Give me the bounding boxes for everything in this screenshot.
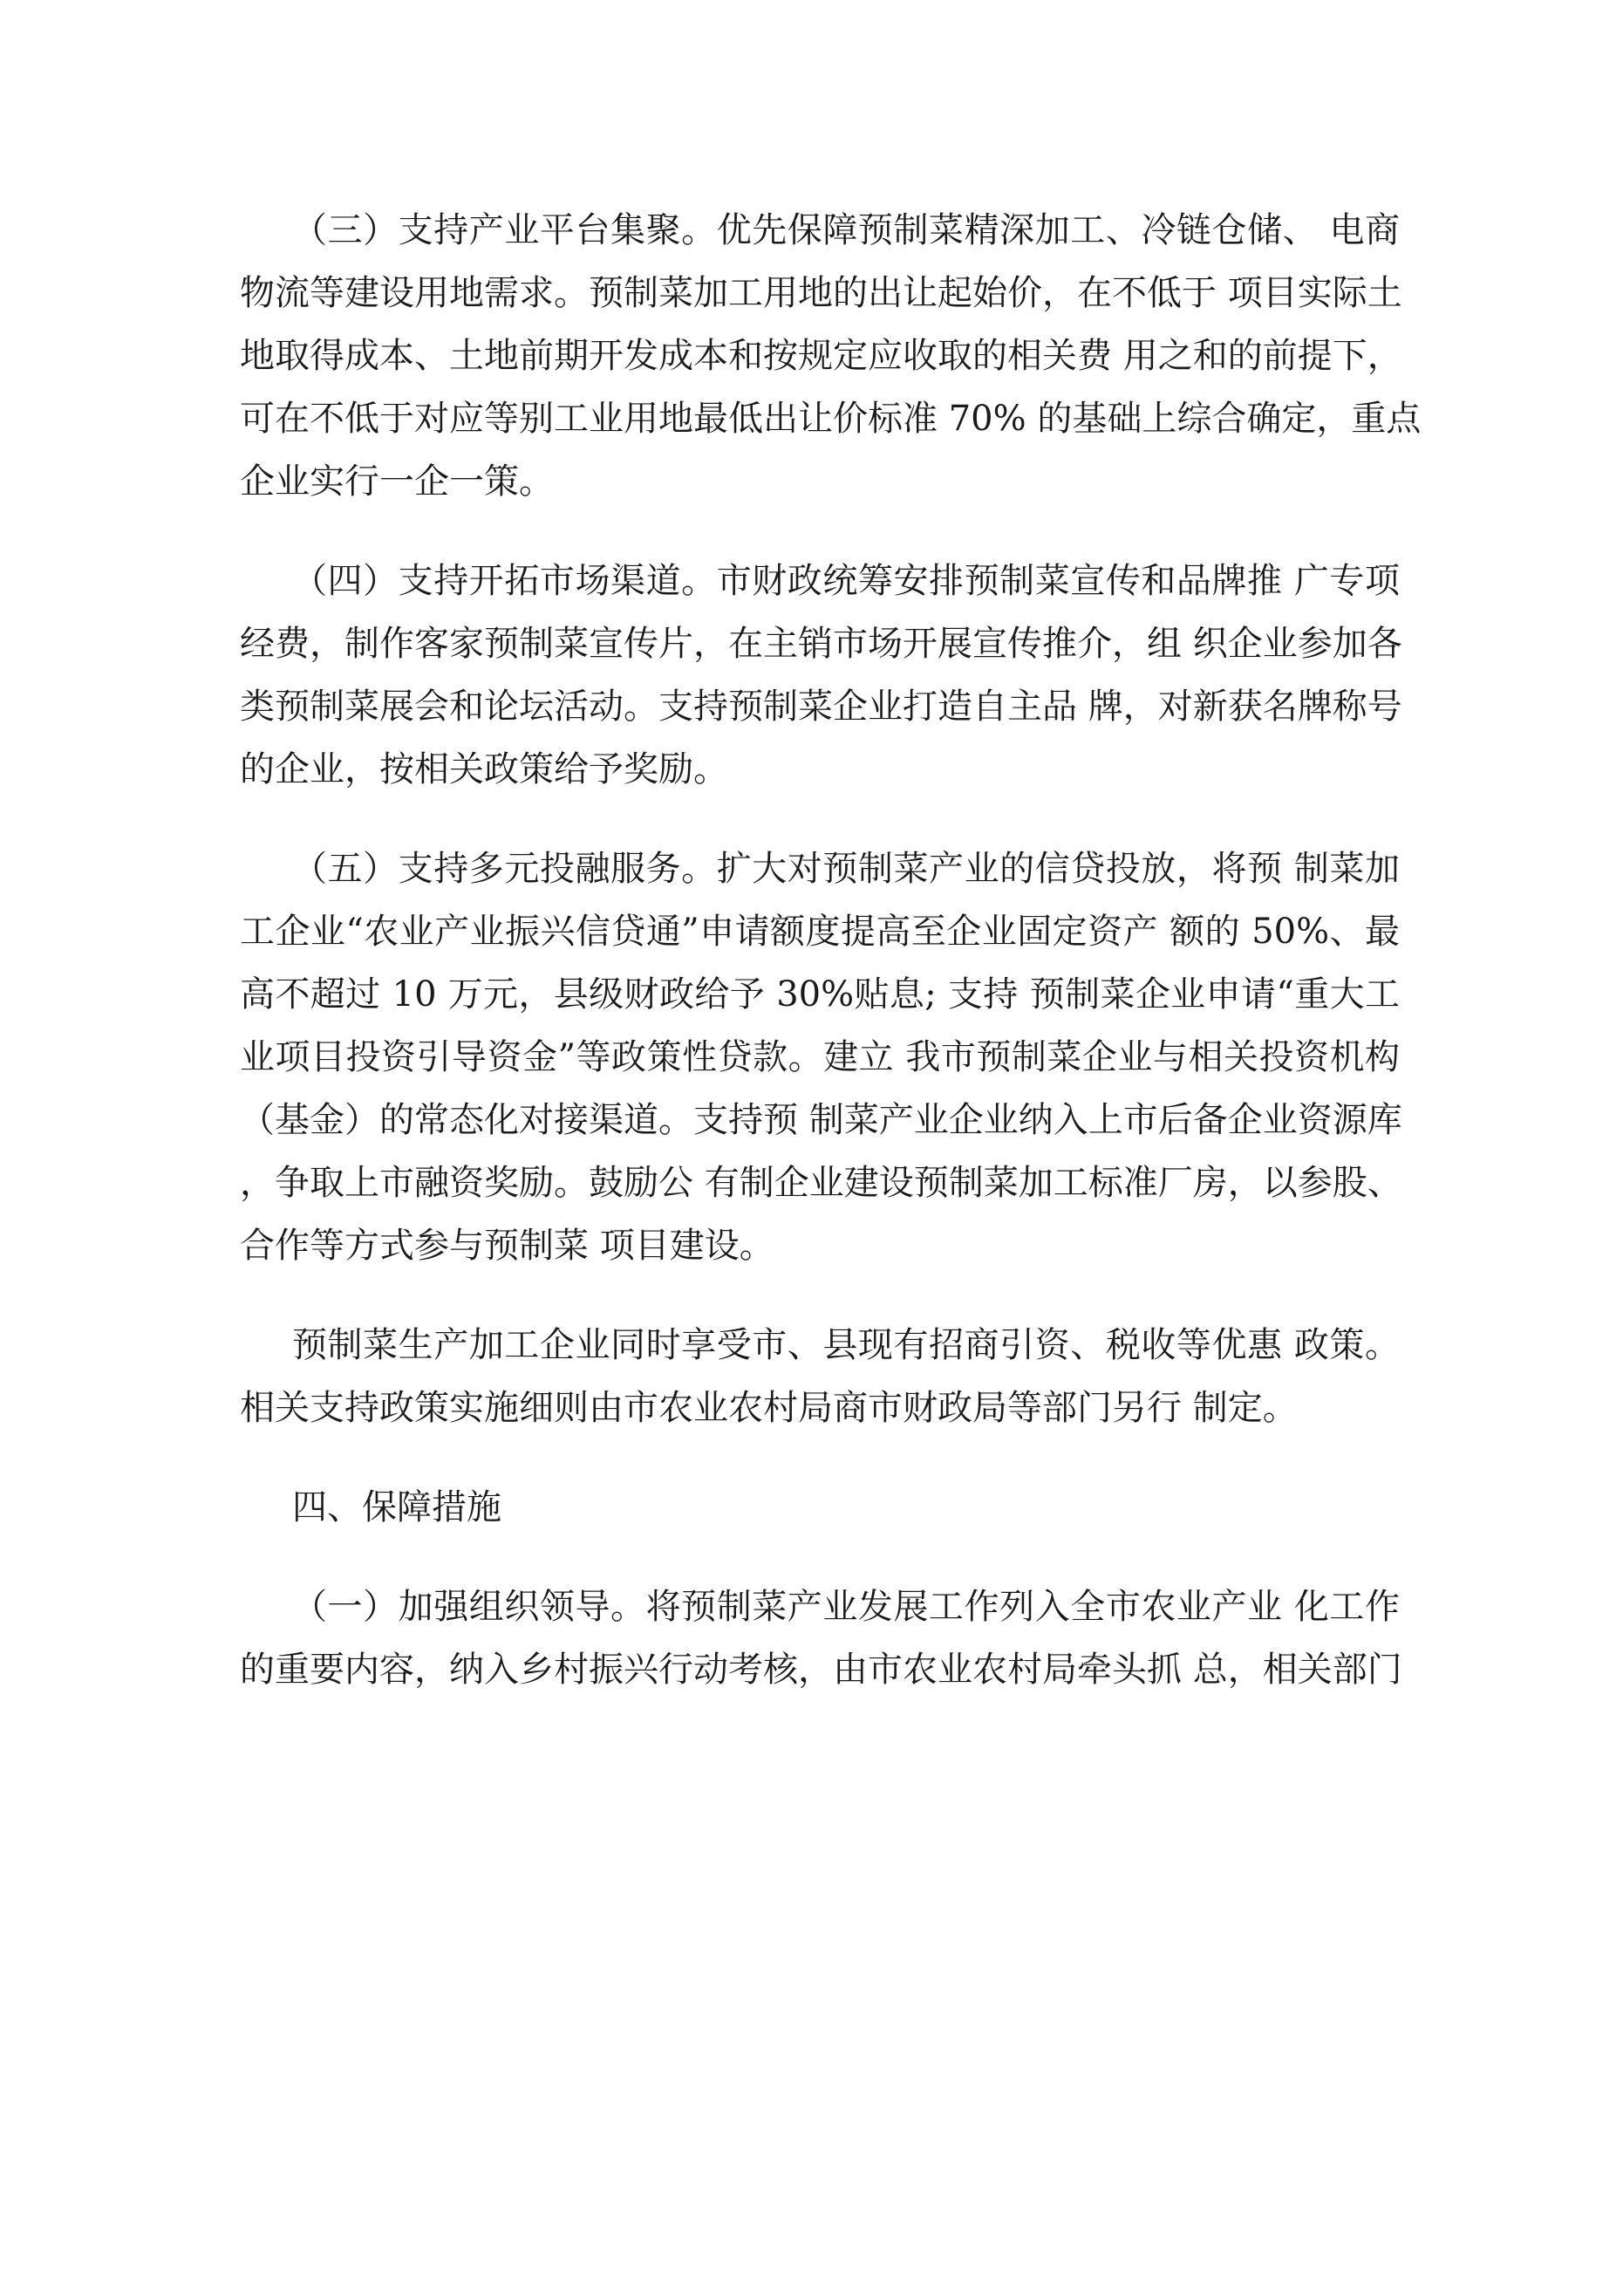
text-line: 类预制菜展会和论坛活动。支持预制菜企业打造自主品 牌，对新获名牌称号 bbox=[240, 687, 1402, 727]
paragraph-support-market-channels bbox=[240, 550, 1400, 801]
text-line: 的重要内容，纳入乡村振兴行动考核，由市农业农村局牵头抓 总，相关部门 bbox=[240, 1650, 1402, 1690]
text-line: ，争取上市融资奖励。鼓励公 有制企业建设预制菜加工标准厂房，以参股、 bbox=[240, 1163, 1402, 1203]
text-line: 工企业“农业产业振兴信贷通”申请额度提高至企业固定资产 额的 50%、最 bbox=[240, 912, 1400, 952]
text-line: （四）支持开拓市场渠道。市财政统筹安排预制菜宣传和品牌推 广专项 bbox=[292, 561, 1400, 601]
text-line: （三）支持产业平台集聚。优先保障预制菜精深加工、冷链仓储、 电商 bbox=[292, 210, 1400, 250]
text-line: （五）支持多元投融服务。扩大对预制菜产业的信贷投放，将预 制菜加 bbox=[292, 849, 1400, 889]
text-line: 可在不低于对应等别工业用地最低出让价标准 70% 的基础上综合确定，重点 bbox=[240, 399, 1422, 439]
section-heading-safeguards bbox=[240, 1476, 1400, 1539]
text-line: 物流等建设用地需求。预制菜加工用地的出让起始价，在不低于 项目实际土 bbox=[240, 273, 1402, 313]
paragraph-support-financing bbox=[240, 837, 1400, 1277]
text-line: 合作等方式参与预制菜 项目建设。 bbox=[240, 1226, 774, 1266]
document-body bbox=[240, 199, 1422, 1738]
section-heading: 四、保障措施 bbox=[292, 1487, 501, 1527]
paragraph-organizational-leadership bbox=[240, 1575, 1400, 1701]
text-line: 预制菜生产加工企业同时享受市、县现有招商引资、税收等优惠 政策。 bbox=[292, 1325, 1400, 1365]
text-line: 业项目投资引导资金”等政策性贷款。建立 我市预制菜企业与相关投资机构 bbox=[240, 1037, 1400, 1077]
text-line: （一）加强组织领导。将预制菜产业发展工作列入全市农业产业 化工作 bbox=[292, 1587, 1400, 1627]
paragraph-preferential-policies bbox=[240, 1314, 1400, 1439]
text-line: 经费，制作客家预制菜宣传片，在主销市场开展宣传推介，组 织企业参加各 bbox=[240, 624, 1402, 664]
text-line: 地取得成本、土地前期开发成本和按规定应收取的相关费 用之和的前提下， bbox=[240, 336, 1402, 376]
text-line: （基金）的常态化对接渠道。支持预 制菜产业企业纳入上市后备企业资源库 bbox=[240, 1100, 1402, 1140]
text-line: 的企业，按相关政策给予奖励。 bbox=[240, 749, 728, 789]
paragraph-support-industry-platform bbox=[240, 199, 1422, 513]
text-line: 相关支持政策实施细则由市农业农村局商市财政局等部门另行 制定。 bbox=[240, 1388, 1298, 1428]
text-line: 高不超过 10 万元，县级财政给予 30%贴息; 支持 预制菜企业申请“重大工 bbox=[240, 974, 1400, 1015]
text-line: 企业实行一企一策。 bbox=[240, 461, 554, 502]
